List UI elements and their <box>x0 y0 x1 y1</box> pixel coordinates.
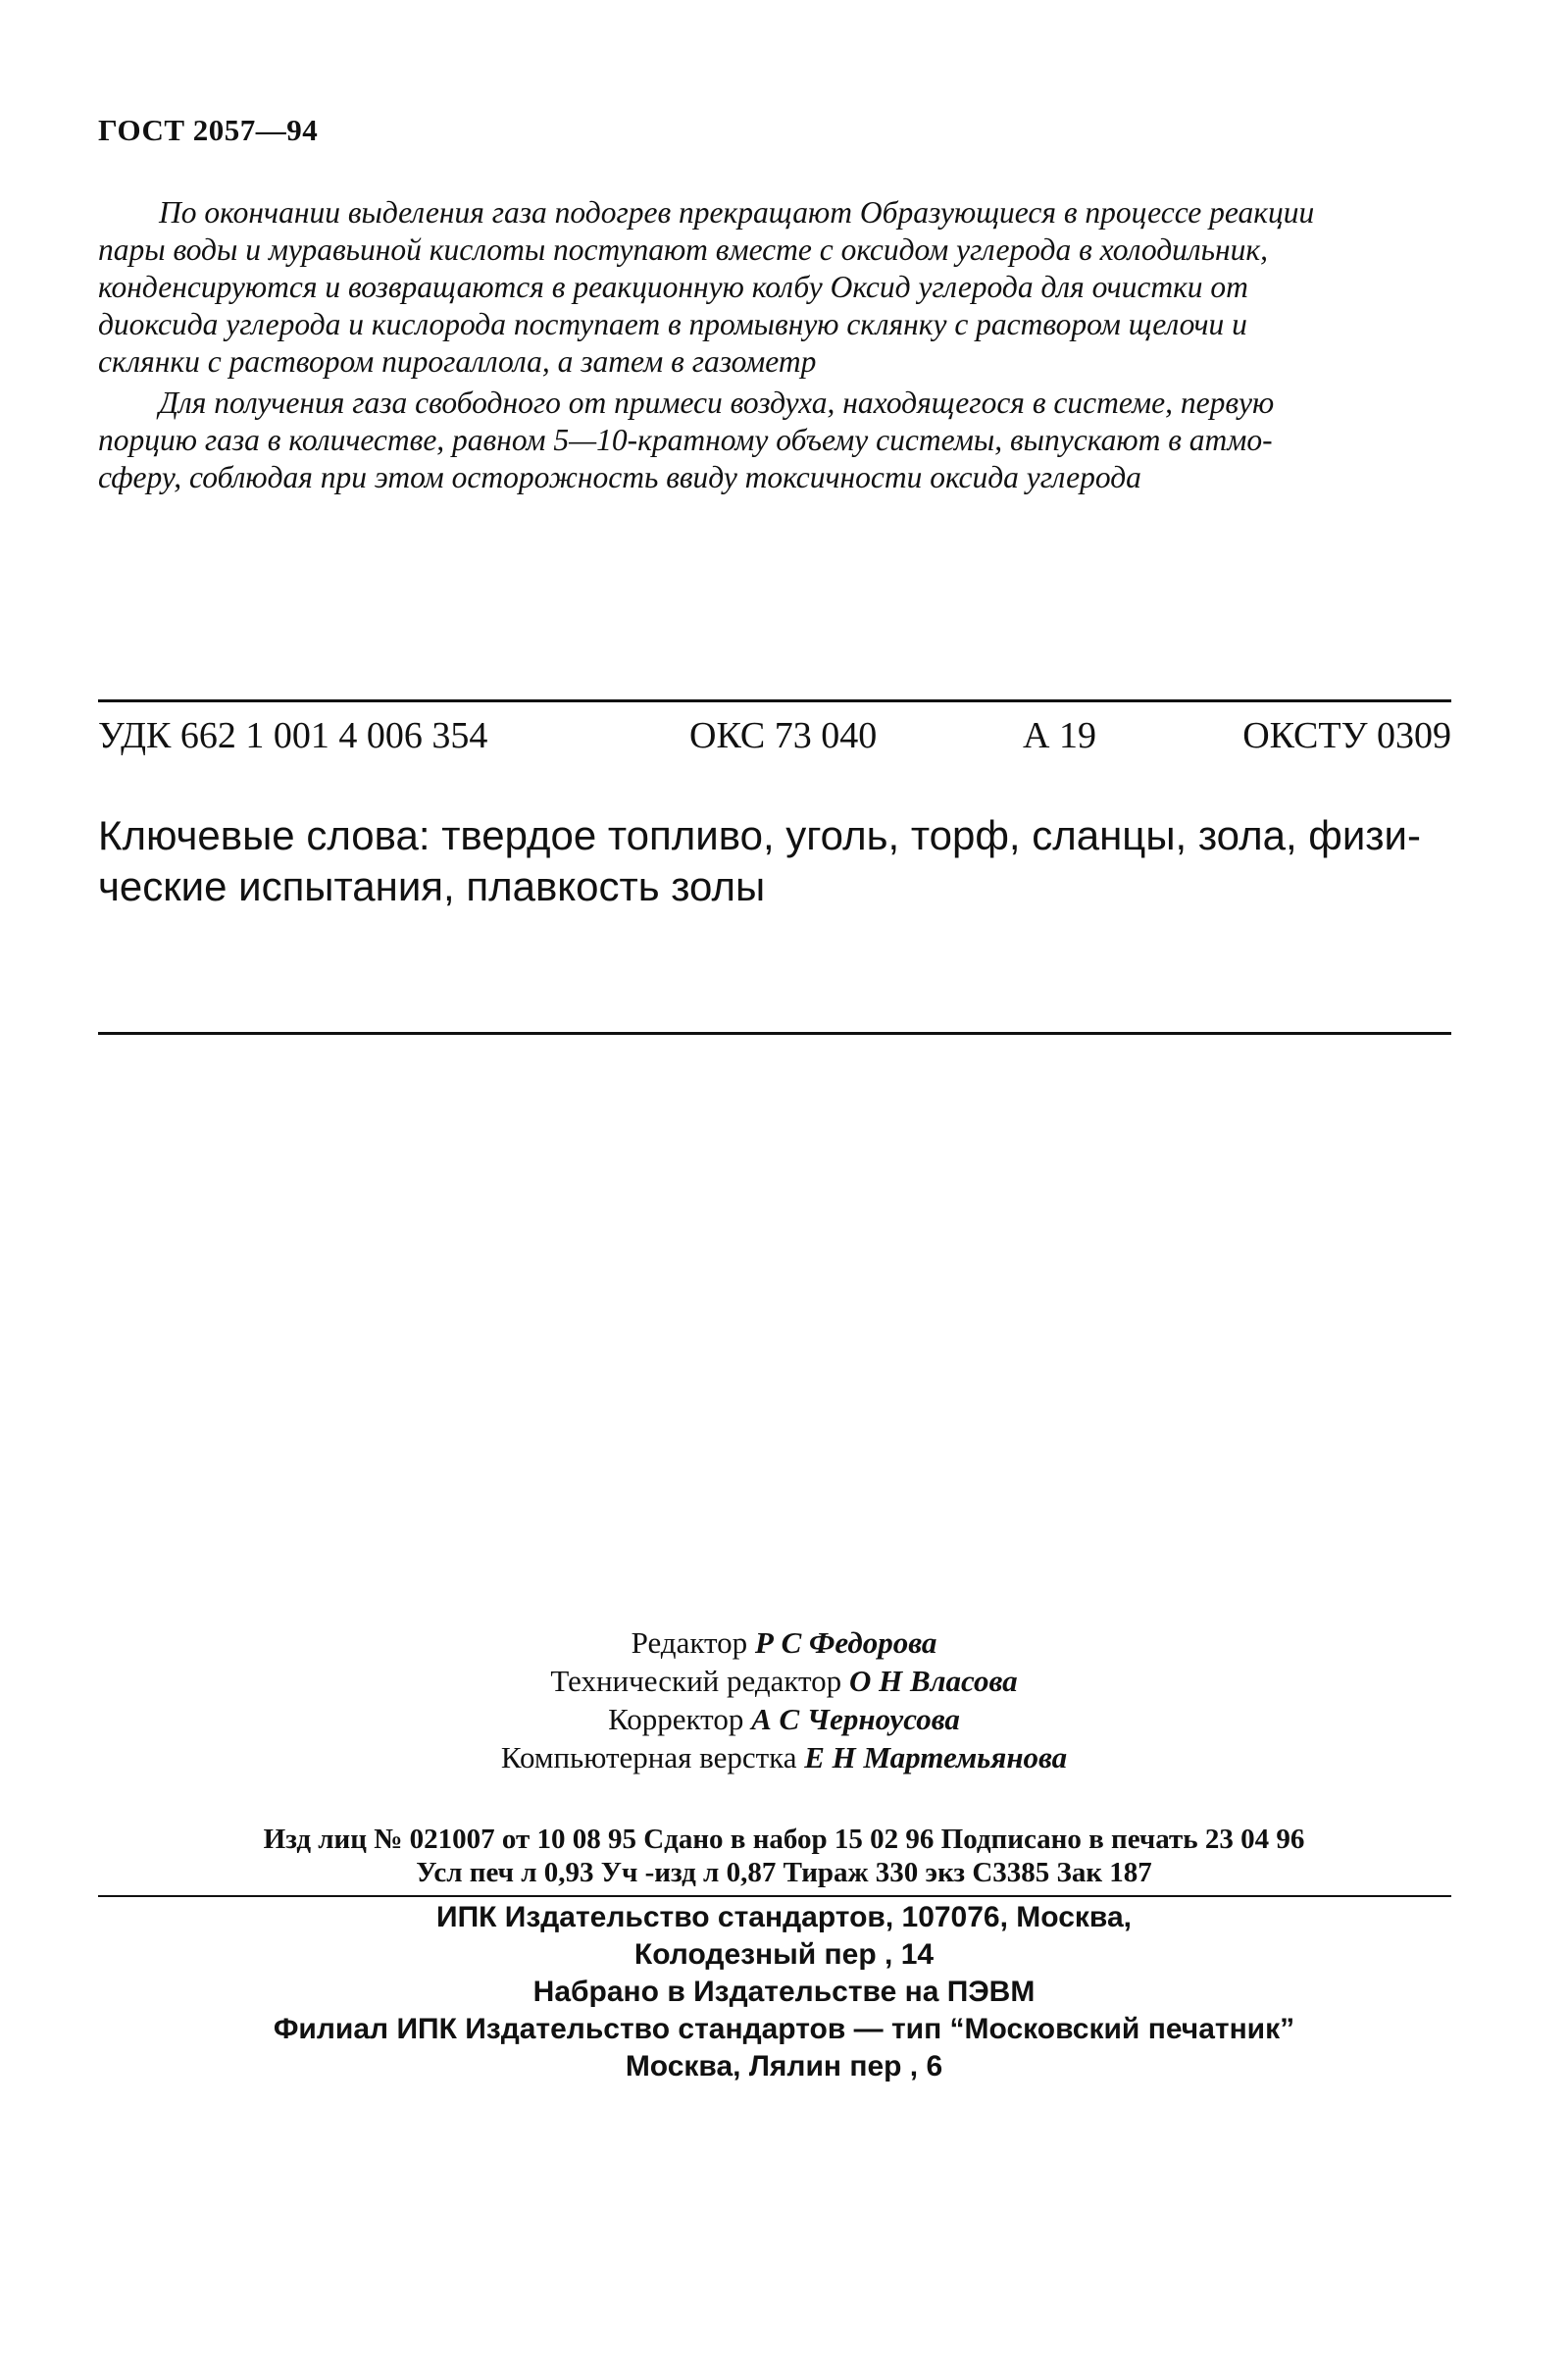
publisher-block <box>0 1899 1568 2085</box>
body-paragraph-2 <box>98 385 1451 496</box>
paragraph-line: По окончании выделения газа подогрев прекращают Образующиеся в процессе реакции <box>159 195 1315 230</box>
credit-role: Технический редактор <box>550 1664 842 1698</box>
paragraph-line: конденсируются и возвращаются в реакционную колбу Оксид углерода для очистки от <box>98 270 1248 304</box>
paragraph-line: порцию газа в количестве, равном 5—10-кратному объему системы, выпускают в атмо- <box>98 423 1273 457</box>
okstu-code: ОКСТУ 0309 <box>1242 715 1451 756</box>
keywords <box>98 810 1461 912</box>
imprint-line: Изд лиц № 021007 от 10 08 95 Сдано в набор 15 02 96 Подписано в печать 23 04 96 <box>263 1824 1305 1855</box>
credit-role: Компьютерная верстка <box>500 1740 797 1774</box>
oks-code: ОКС 73 040 <box>689 715 878 756</box>
classification-codes <box>98 714 1451 773</box>
paragraph-line: склянки с раствором пирогаллола, а затем в газометр <box>98 344 817 379</box>
publisher-line: Филиал ИПК Издательство стандартов — тип “Московский печатник” <box>273 2013 1295 2045</box>
body-paragraph-1 <box>98 194 1451 381</box>
credit-tech-editor <box>0 1662 1568 1700</box>
publisher-line: Набрано в Издательстве на ПЭВМ <box>532 1976 1036 2008</box>
paragraph-line: пары воды и муравьиной кислоты поступают вместе с оксидом углерода в холодильник, <box>98 232 1268 267</box>
credit-name: Е Н Мартемьянова <box>804 1740 1068 1774</box>
a-code: А 19 <box>1023 715 1096 756</box>
publisher-line: ИПК Издательство стандартов, 107076, Москва, <box>436 1901 1132 1933</box>
credit-role: Редактор <box>631 1625 748 1660</box>
credit-role: Корректор <box>608 1702 744 1736</box>
credits-block <box>0 1623 1568 1776</box>
divider-bottom <box>98 1895 1451 1897</box>
divider-middle <box>98 1032 1451 1035</box>
publisher-line: Москва, Лялин пер , 6 <box>625 2050 943 2082</box>
keywords-line: Ключевые слова: твердое топливо, уголь, торф, сланцы, зола, физи- <box>98 812 1422 858</box>
imprint-line: Усл печ л 0,93 Уч -изд л 0,87 Тираж 330 экз С3385 Зак 187 <box>416 1857 1152 1888</box>
publisher-line: Колодезный пер , 14 <box>633 1938 935 1971</box>
paragraph-line: диоксида углерода и кислорода поступает в промывную склянку с раствором щелочи и <box>98 307 1247 341</box>
credit-corrector <box>0 1700 1568 1738</box>
credit-layout <box>0 1738 1568 1776</box>
paragraph-line: Для получения газа свободного от примеси воздуха, находящегося в системе, первую <box>159 386 1275 420</box>
keywords-line: ческие испытания, плавкость золы <box>98 863 766 909</box>
paragraph-line: сферу, соблюдая при этом осторожность ввиду токсичности оксида углерода <box>98 460 1141 494</box>
document-header: ГОСТ 2057—94 <box>98 113 319 147</box>
imprint-block <box>0 1823 1568 1889</box>
divider-top <box>98 699 1451 702</box>
credit-name: Р С Федорова <box>754 1625 937 1660</box>
credit-name: А С Черноусова <box>751 1702 960 1736</box>
credit-name: О Н Власова <box>848 1664 1018 1698</box>
credit-editor <box>0 1623 1568 1662</box>
udk-code: УДК 662 1 001 4 006 354 <box>98 715 488 756</box>
